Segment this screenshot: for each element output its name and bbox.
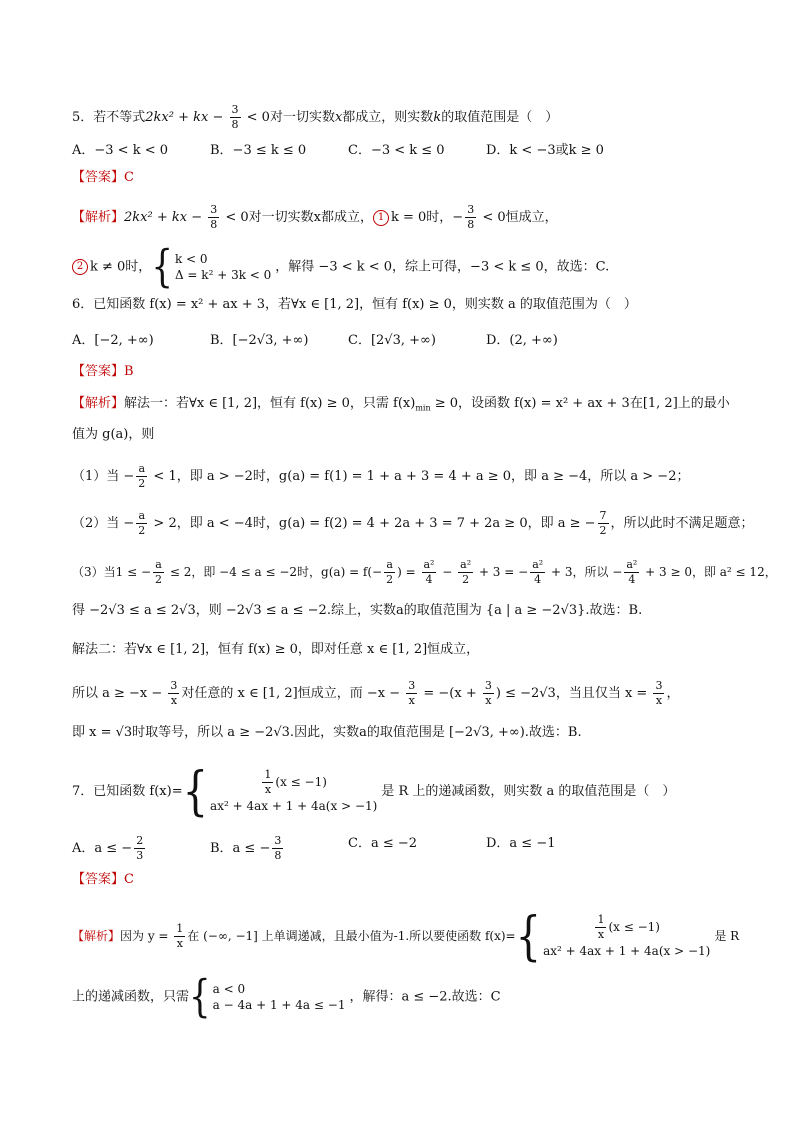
q7-stem: 7．已知函数 f(x)={ $\frac{1}{x}$ (x ≤ −1) ax² + 4ax + 1 + 4a(x > −1) 是 R 上的递减函数，则实数 a 的取值范围是（ ） [72, 761, 676, 822]
circled-number-1: 1 [373, 210, 389, 226]
q6-case3-conclusion: 得 −2√3 ≤ a ≤ 2√3，则 −2√3 ≤ a ≤ −2.综上，实数a的取值范围为 {a | a ≥ −2√3}.故选：B. [72, 603, 643, 618]
q7-answer: 【答案】C [72, 872, 134, 887]
left-brace: { [151, 241, 173, 293]
q6-analysis-line2: 值为 g(a)，则 [72, 427, 155, 442]
q6-option-b: B．[−2√3, +∞) [210, 333, 309, 348]
q6-option-a: A．[−2, +∞) [72, 333, 154, 348]
equation-system: a < 0 a − 4a + 1 + 4a ≤ −1 [212, 982, 346, 1012]
circled-number-2: 2 [72, 259, 88, 275]
q5-option-a: A．−3 < k < 0 [72, 143, 169, 158]
q5-option-c: C．−3 < k ≤ 0 [348, 143, 445, 158]
q6-case3: （3）当1 ≤ − $\frac{a}{2}$ ≤ 2，即 −4 ≤ a ≤ −2时，g(a) = f(− $\frac{a}{2}$ ) = $\frac{\text{a²}}{4}$ − $\frac{\text{a²}}{2}$ + 3 = − $\frac{\text{a²}}{4}$ + 3，所以 − $\frac{\text{a²}}{4}$ + 3 ≥ 0，即 a² ≤ 12， [72, 558, 777, 586]
q6-option-d: D．(2, +∞) [486, 333, 558, 348]
q5-answer: 【答案】C [72, 170, 134, 185]
left-brace: { [182, 761, 209, 822]
q5-option-b: B．−3 ≤ k ≤ 0 [210, 143, 307, 158]
q5-stem: 5．若不等式2kx² + kx − $\frac{3}{8}$ < 0对一切实数x都成立，则实数k的取值范围是（ ） [72, 103, 559, 131]
q6-stem: 6．已知函数 f(x) = x² + ax + 3，若∀x ∈ [1, 2]，恒有 f(x) ≥ 0，则实数 a 的取值范围为（ ） [72, 297, 637, 312]
q7-option-a: A．a ≤ − $\frac{2}{3}$ [72, 834, 144, 862]
q6-case2: （2）当 − $\frac{a}{2}$ > 2，即 a < −4时，g(a) = f(2) = 4 + 2a + 3 = 7 + 2a ≥ 0，即 a ≥ − $\frac{7}{2}$ ，所以此时不满足题意； [72, 509, 754, 537]
q7-analysis-line2: 上的递减函数，只需{ a < 0 a − 4a + 1 + 4a ≤ −1 ，解得：a ≤ −2.故选：C [72, 971, 501, 1023]
q6-answer: 【答案】B [72, 364, 134, 379]
q5-option-d: D．k < −3或k ≥ 0 [486, 143, 604, 158]
q5-analysis-line2: 2 k ≠ 0时，{ k < 0 Δ = k² + 3k < 0 ，解得 −3 < k < 0，综上可得，−3 < k ≤ 0，故选：C. [72, 250, 609, 284]
q6-method2-line3: 即 x = √3时取等号，所以 a ≥ −2√3.因此，实数a的取值范围是 [−2√3, +∞).故选：B. [72, 725, 582, 740]
q7-option-c: C．a ≤ −2 [348, 836, 418, 851]
q7-analysis-line1: 【解析】因为 y = $\frac{1}{x}$ 在 (−∞, −1] 上单调递减，且最小值为-1.所以要使函数 f(x)={ $\frac{1}{x}$ (x ≤ −1) ax² + 4ax + 1 + 4a(x > −1) 是 R [72, 906, 740, 967]
piecewise-function: $\frac{1}{x}$ (x ≤ −1) ax² + 4ax + 1 + 4a(x > −1) [210, 768, 378, 813]
piecewise-function: $\frac{1}{x}$ (x ≤ −1) ax² + 4ax + 1 + 4a(x > −1) [543, 913, 711, 958]
left-brace: { [515, 906, 542, 967]
q6-method2-line1: 解法二：若∀x ∈ [1, 2]，恒有 f(x) ≥ 0，即对任意 x ∈ [1, 2]恒成立， [72, 642, 480, 657]
q6-method2-line2: 所以 a ≥ −x − $\frac{3}{x}$ 对任意的 x ∈ [1, 2]恒成立，而 −x − $\frac{3}{x}$ = −(x + $\frac{3}{x}$ ) ≤ −2√3，当且仅当 x = $\frac{3}{x}$ ， [72, 679, 680, 707]
q6-option-c: C．[2√3, +∞) [348, 333, 436, 348]
q6-analysis-line1: 【解析】解法一：若∀x ∈ [1, 2]，恒有 f(x) ≥ 0，只需 $f(x)_{min} \ge 0$，设函数 f(x) = x² + ax + 3在[1, 2]上的最小 [72, 396, 730, 413]
q7-option-b: B．a ≤ − $\frac{3}{8}$ [210, 834, 282, 862]
q6-case1: （1）当 − $\frac{a}{2}$ < 1，即 a > −2时，g(a) = f(1) = 1 + a + 3 = 4 + a ≥ 0，即 a ≥ −4，所以 a > −2； [72, 462, 690, 490]
equation-system: k < 0 Δ = k² + 3k < 0 [174, 252, 272, 282]
left-brace: { [189, 971, 211, 1023]
fraction: $\frac{3}{8}$ [231, 103, 239, 131]
q5-analysis-line1: 【解析】2kx² + kx − $\frac{3}{8}$ < 0对一切实数x都成立， 1 k = 0时，− $\frac{3}{8}$ < 0恒成立， [72, 203, 558, 231]
q7-option-d: D．a ≤ −1 [486, 836, 556, 851]
